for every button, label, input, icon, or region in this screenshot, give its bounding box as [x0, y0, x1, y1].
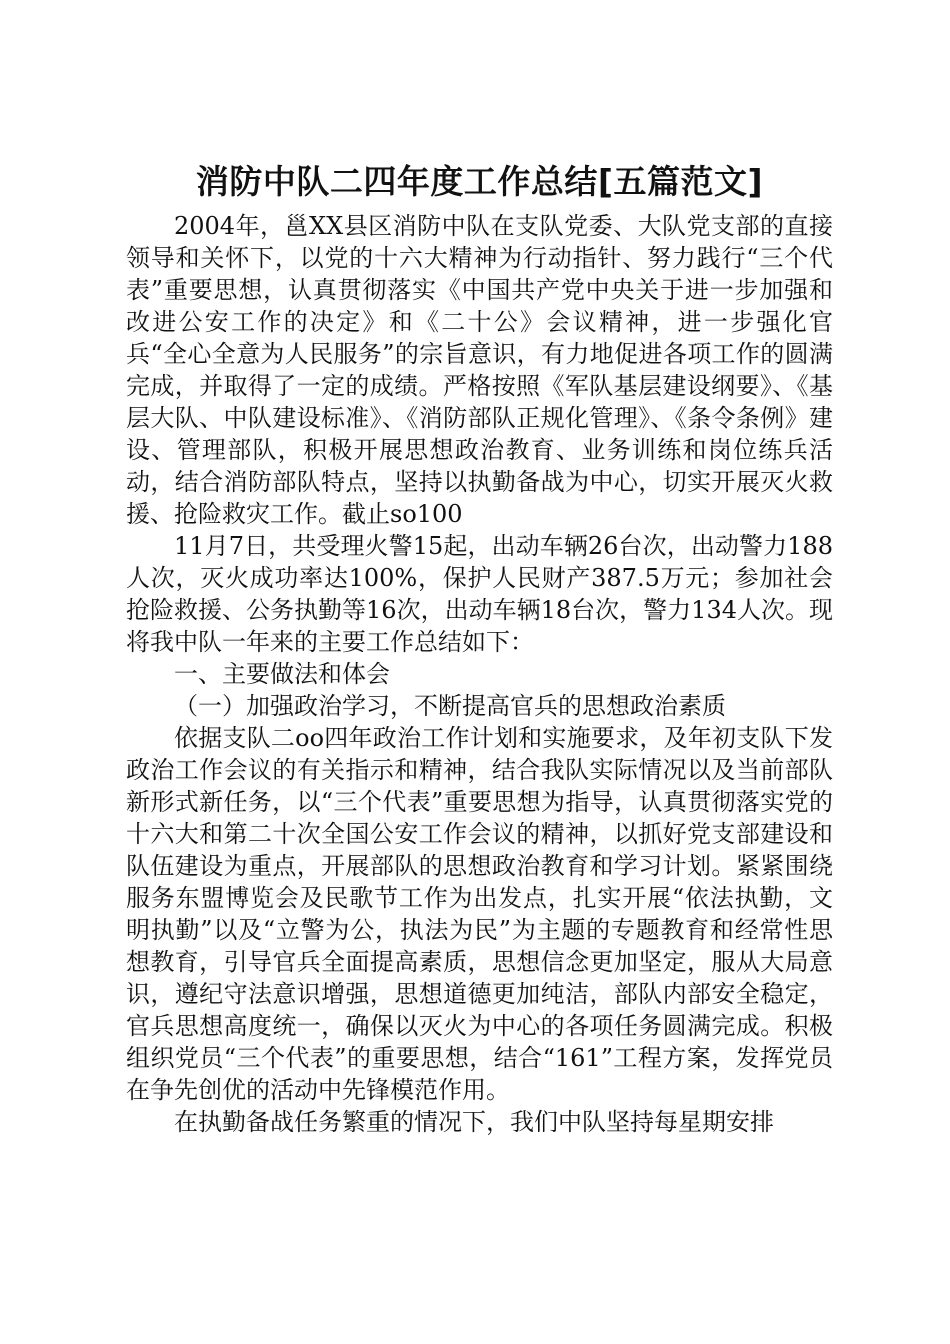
- paragraph-duty-readiness: 在执勤备战任务繁重的情况下，我们中队坚持每星期安排: [174, 1108, 774, 1136]
- section-heading-main-practices: 一、主要做法和体会: [174, 660, 390, 688]
- subsection-heading-political-study: （一）加强政治学习，不断提高官兵的思想政治素质: [174, 692, 726, 720]
- document-title: 消防中队二四年度工作总结[五篇范文]: [195, 162, 764, 201]
- paragraph-intro: 2004年，邕XX县区消防中队在支队党委、大队党支部的直接领导和关怀下，以党的十六大精神为行动指针、努力践行“三个代表”重要思想，认真贯彻落实《中国共产党中央关于进一步加强和改进公安工作的决定》和《二十公》会议精神，进一步强化官兵“全心全意为人民服务”的宗旨意识，有力地促进各项工作的圆满完成，并取得了一定的成绩。严格按照《军队基层建设纲要》、《基层大队、中队建设标准》、《消防部队正规化管理》、《条令条例》建设、管理部队，积极开展思想政治教育、业务训练和岗位练兵活动，结合消防部队特点，坚持以执勤备战为中心，切实开展灭火救援、抢险救灾工作。截止so100: [126, 212, 833, 528]
- paragraph-statistics: 11月7日，共受理火警15起，出动车辆26台次，出动警力188人次，灭火成功率达100%，保护人民财产387.5万元；参加社会抢险救援、公务执勤等16次，出动车辆18台次，警力134人次。现将我中队一年来的主要工作总结如下：: [126, 532, 833, 656]
- paragraph-political-work: 依据支队二oo四年政治工作计划和实施要求，及年初支队下发政治工作会议的有关指示和精神，结合我队实际情况以及当前部队新形式新任务，以“三个代表”重要思想为指导，认真贯彻落实党的十六大和第二十次全国公安工作会议的精神，以抓好党支部建设和队伍建设为重点，开展部队的思想政治教育和学习计划。紧紧围绕服务东盟博览会及民歌节工作为出发点，扎实开展“依法执勤，文明执勤”以及“立警为公，执法为民”为主题的专题教育和经常性思想教育，引导官兵全面提高素质，思想信念更加坚定，服从大局意识，遵纪守法意识增强，思想道德更加纯洁，部队内部安全稳定，官兵思想高度统一，确保以灭火为中心的各项任务圆满完成。积极组织党员“三个代表”的重要思想，结合“161”工程方案，发挥党员在争先创优的活动中先锋模范作用。: [126, 724, 833, 1104]
- document-body: [126, 158, 833, 1138]
